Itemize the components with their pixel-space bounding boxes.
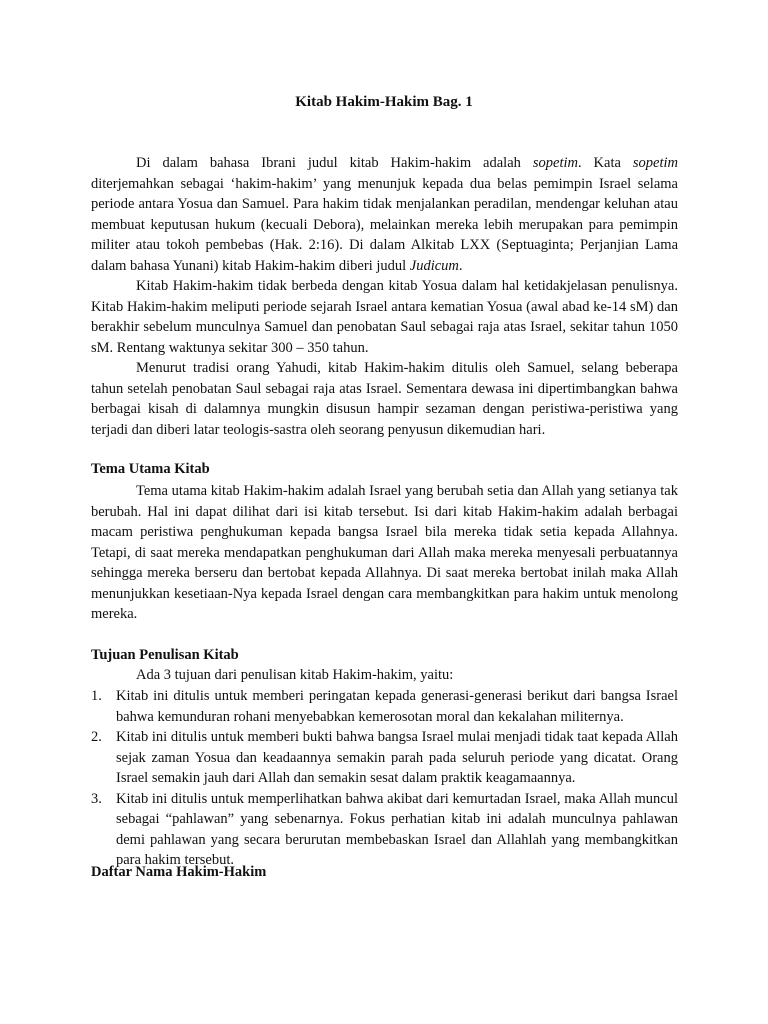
list-item — [91, 789, 678, 871]
section-heading-tema: Tema Utama Kitab — [91, 461, 210, 477]
intro-paragraph-2: Kitab Hakim-hakim tidak berbeda dengan kitab Yosua dalam hal ketidakjelasan penulisnya. Kitab Hakim-hakim meliputi periode sejarah Israel antara kematian Yosua (awal abad ke-14 sM) dan berakhir sebelum munculnya Samuel dan penobatan Saul sebagai raja atas Israel, sekitar tahun 1050 sM. Rentang waktunya sekitar 300 – 350 tahun. — [91, 278, 678, 356]
list-number: 1. — [91, 688, 102, 704]
paragraph-text: diterjemahkan sebagai ‘hakim-hakim’ yang menunjuk kepada dua belas pemimpin Israel selama periode antara Yosua dan Samuel. Para hakim tidak menjalankan peradilan, mendengar keluhan atau membuat keputusan hukum (kecuali Debora), melainkan mereka lebih merupakan para pemimpin militer atau tokoh pembebas (Hak. 2:16). Di dalam Alkitab LXX (Septuaginta; Perjanjian Lama dalam bahasa Yunani) kitab Hakim-hakim diberi judul — [91, 175, 678, 274]
italic-term: sopetim — [532, 155, 578, 171]
section-heading-tujuan: Tujuan Penulisan Kitab — [91, 647, 239, 663]
list-item — [91, 727, 678, 789]
list-item-text: Kitab ini ditulis untuk memberi peringatan kepada generasi-generasi berikut dari bangsa Israel bahwa kemunduran rohani menyebabkan kemerosotan moral dan kekalahan militernya. — [116, 688, 678, 725]
section-heading-daftar: Daftar Nama Hakim-Hakim — [91, 864, 267, 880]
italic-term: sopetim — [632, 155, 678, 171]
tema-section — [91, 481, 678, 625]
paragraph-text: Di dalam bahasa Ibrani judul kitab Hakim-hakim adalah — [136, 155, 533, 171]
paragraph-text: . Kata — [577, 155, 633, 171]
intro-section — [91, 153, 678, 440]
list-item-text: Kitab ini ditulis untuk memperlihatkan bahwa akibat dari kemurtadan Israel, maka Allah muncul sebagai “pahlawan” yang sebenarnya. Fokus perhatian kitab ini adalah munculnya pahlawan demi pahlawan yang secara berurutan membebaskan Israel dan Allahlah yang membangkitkan para hakim tersebut. — [116, 790, 678, 868]
italic-term: Judicum — [409, 257, 459, 274]
tujuan-list — [91, 686, 678, 871]
intro-paragraph-3: Menurut tradisi orang Yahudi, kitab Hakim-hakim ditulis oleh Samuel, selang beberapa tahun setelah penobatan Saul sebagai raja atas Israel. Sementara dewasa ini dipertimbangkan bahwa berbagai kisah di dalamnya mungkin disusun hampir sezaman dengan peristiwa-peristiwa yang terjadi dan diberi latar teologis-sastra oleh seorang penyusun dikemudian hari. — [91, 360, 678, 438]
list-number: 3. — [91, 790, 102, 807]
intro-paragraph-1 — [91, 153, 678, 276]
list-item-text: Kitab ini ditulis untuk memberi bukti bahwa bangsa Israel mulai menjadi tidak taat kepada Allah sejak zaman Yosua dan keadaannya semakin parah pada seluruh periode yang dicatat. Orang Israel semakin jauh dari Allah dan semakin sesat dalam praktik keagamaannya. — [116, 729, 678, 786]
paragraph-text: . — [458, 257, 463, 274]
tujuan-intro: Ada 3 tujuan dari penulisan kitab Hakim-hakim, yaitu: — [136, 667, 454, 683]
list-number: 2. — [91, 729, 102, 745]
document-title: Kitab Hakim-Hakim Bag. 1 — [295, 94, 473, 110]
list-item — [91, 686, 678, 727]
tema-paragraph: Tema utama kitab Hakim-hakim adalah Israel yang berubah setia dan Allah yang setianya tak berubah. Hal ini dapat dilihat dari isi kitab tersebut. Isi dari kitab Hakim-hakim adalah berbagai macam peristiwa penghukuman kepada bangsa Israel bila mereka tidak setia kepada Allahnya. Tetapi, di saat mereka mendapatkan penghukuman dari Allah maka mereka menyesali perbuatannya sehingga mereka berseru dan bertobat kepada Allahnya. Di saat mereka bertobat inilah maka Allah menunjukkan kesetiaan-Nya kepada Israel dengan cara membangkitkan para hakim untuk menolong mereka. — [91, 483, 678, 622]
